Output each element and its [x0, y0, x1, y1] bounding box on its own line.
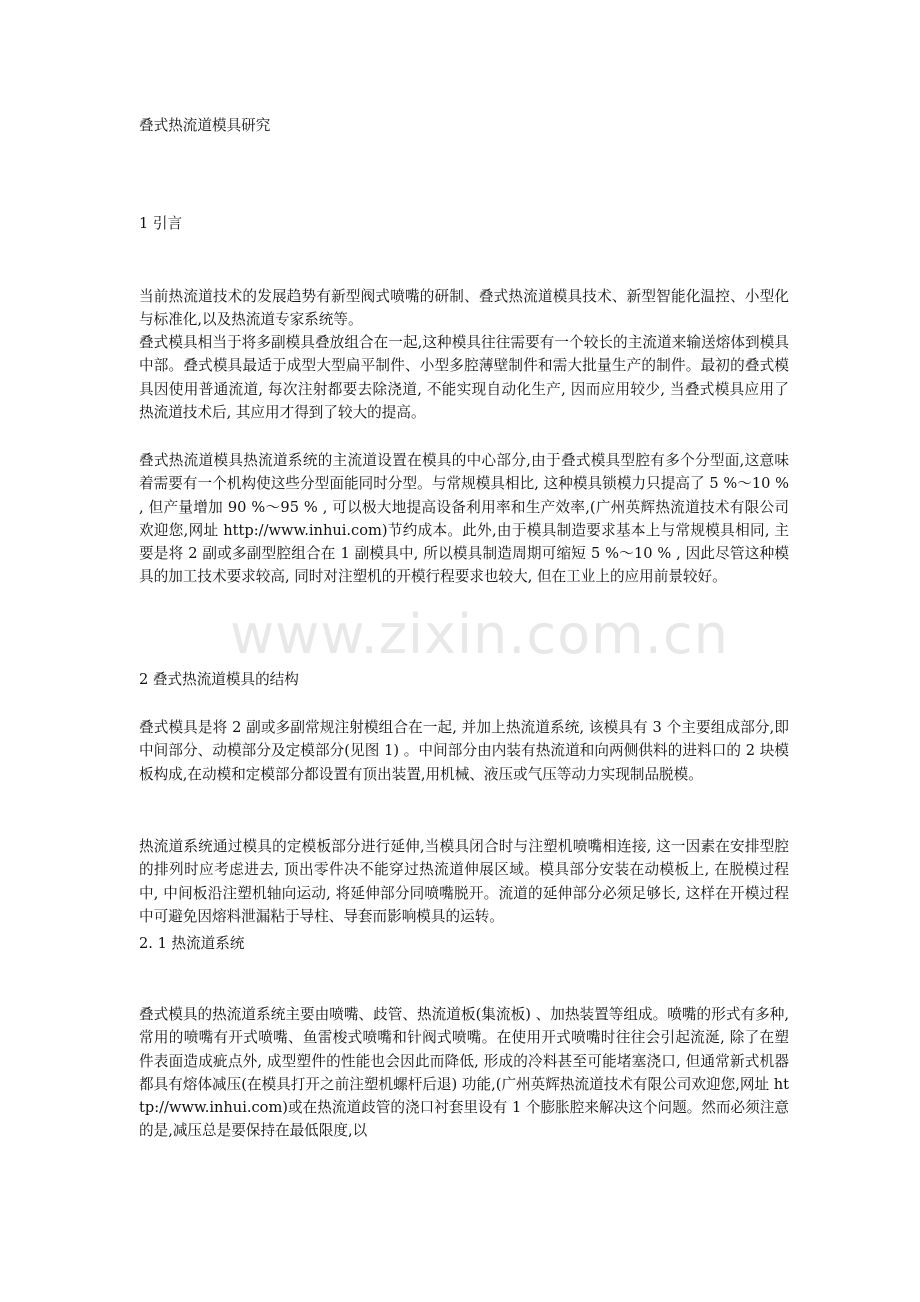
paragraph-intro-runner-system: 叠式热流道模具热流道系统的主流道设置在模具的中心部分,由于叠式模具型腔有多个分型面,这意味着需要有一个机构使这些分型面能同时分型。与常规模具相比, 这种模具锁模力只提高了 5 %～10 % , 但产量增加 90 %～95 % , 可以极大地提高设备利用率和生产效率,(广州英辉热流道技术有限公司欢迎您,网址 http://www.inhui.com)节约成本。此外,由于模具制造要求基本上与常规模具相同, 主要是将 2 副或多副型腔组合在 1 副模具中, 所以模具制造周期可缩短 5 %～10 % , 因此尽管这种模具的加工技术要求较高, 同时对注塑机的开模行程要求也较大, 但在工业上的应用前景较好。 — [139, 452, 789, 586]
paragraph-hot-runner-nozzles: 叠式模具的热流道系统主要由喷嘴、歧管、热流道板(集流板) 、加热装置等组成。喷嘴的形式有多种, 常用的喷嘴有开式喷嘴、鱼雷梭式喷嘴和针阀式喷嘴。在使用开式喷嘴时往往会引起流涎, 除了在塑件表面造成疵点外, 成型塑件的性能也会因此而降低, 形成的冷料甚至可能堵塞浇口, 但通常新式机器都具有熔体减压(在模具打开之前注塑机螺杆后退) 功能,(广州英辉热流道技术有限公司欢迎您,网址 http://www.inhui.com)或在热流道歧管的浇口衬套里设有 1 个膨胀腔来解决这个问题。然而必须注意的是,减压总是要保持在最低限度,以 — [139, 1006, 789, 1140]
section-heading-introduction: 1 引言 — [139, 215, 183, 232]
paragraph-intro-trends: 当前热流道技术的发展趋势有新型阀式喷嘴的研制、叠式热流道模具技术、新型智能化温控、小型化与标准化,以及热流道专家系统等。 — [139, 288, 789, 329]
paragraph-intro-stack-mold: 叠式模具相当于将多副模具叠放组合在一起,这种模具往往需要有一个较长的主流道来输送熔体到模具中部。叠式模具最适于成型大型扁平制件、小型多腔薄壁制件和需大批量生产的制件。最初的叠式模具因使用普通流道, 每次注射都要去除浇道, 不能实现自动化生产, 因而应用较少, 当叠式模具应用了热流道技术后, 其应用才得到了较大的提高。 — [139, 334, 789, 421]
paragraph-structure-components: 叠式模具是将 2 副或多副常规注射模组合在一起, 并加上热流道系统, 该模具有 3 个主要组成部分,即中间部分、动模部分及定模部分(见图 1) 。中间部分由内装有热流道和向两侧供料的进料口的 2 块模板构成,在动模和定模部分都设置有顶出装置,用机械、液压或气压等动力实现制品脱模。 — [139, 719, 789, 783]
paragraph-structure-extension: 热流道系统通过模具的定模板部分进行延伸,当模具闭合时与注塑机喷嘴相连接, 这一因素在安排型腔的排列时应考虑进去, 顶出零件决不能穿过热流道伸展区域。模具部分安装在动模板上, 在脱模过程中, 中间板沿注塑机轴向运动, 将延伸部分同喷嘴脱开。流道的延伸部分必须足够长, 这样在开模过程中可避免因熔料泄漏粘于导柱、导套而影响模具的运转。 — [139, 838, 789, 925]
section-heading-hot-runner-system: 2. 1 热流道系统 — [139, 935, 245, 952]
document-title: 叠式热流道模具研究 — [139, 117, 271, 134]
section-heading-structure: 2 叠式热流道模具的结构 — [139, 671, 299, 688]
watermark: www.zixin.com.cn — [230, 603, 729, 666]
